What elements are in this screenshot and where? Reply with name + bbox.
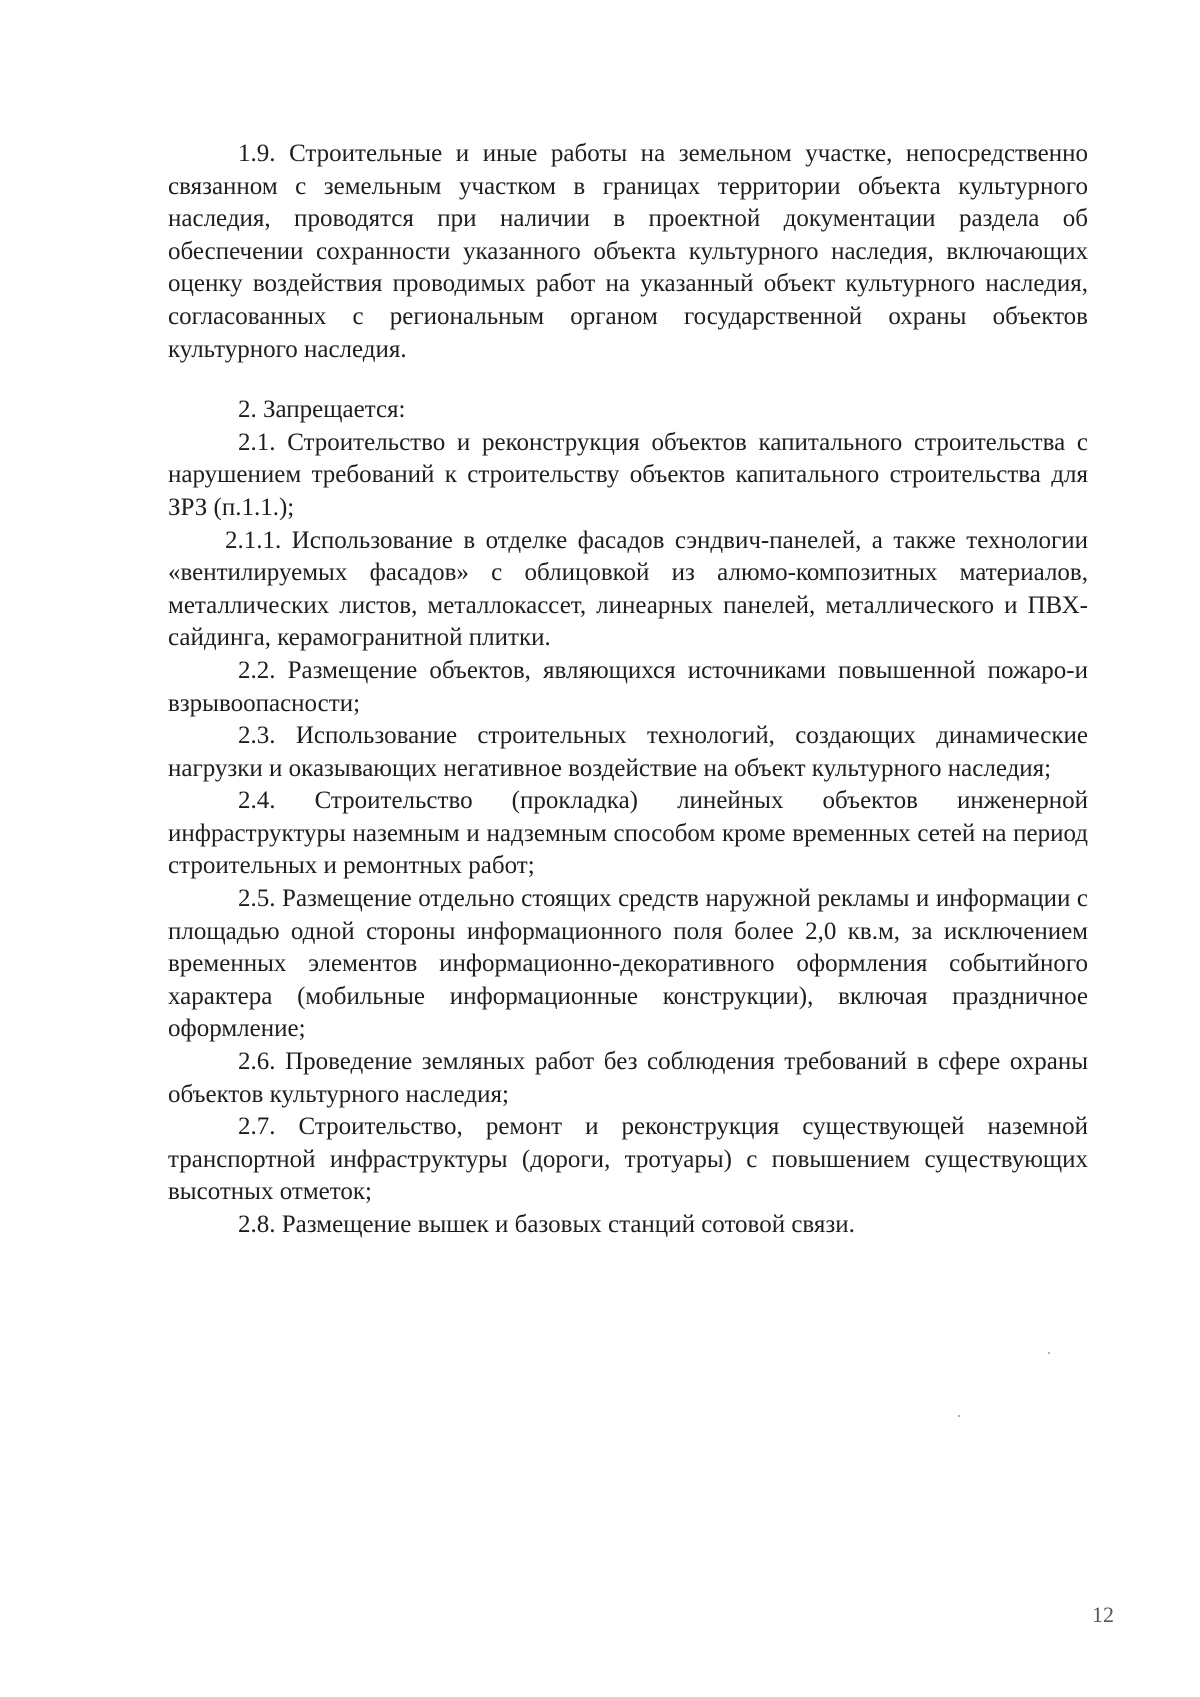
paragraph-2-3: 2.3. Использование строительных технологий, создающих динамические нагрузки и оказывающих негативное воздействие на объект культурного наследия; (168, 722, 1088, 782)
paragraph-2-4: 2.4. Строительство (прокладка) линейных объектов инженерной инфраструктуры наземным и надземным способом кроме временных сетей на период строительных и ремонтных работ; (168, 787, 1088, 880)
paragraph-2-heading: 2. Запрещается: (238, 396, 406, 424)
page-number: 12 (1092, 1602, 1114, 1627)
paragraph-2-8: 2.8. Размещение вышек и базовых станций сотовой связи. (238, 1211, 855, 1238)
document-body (168, 138, 1088, 1242)
scan-speck (958, 1415, 960, 1417)
paragraph-2-6: 2.6. Проведение земляных работ без соблюдения требований в сфере охраны объектов культурного наследия; (168, 1048, 1088, 1108)
paragraph-2-1: 2.1. Строительство и реконструкция объектов капитального строительства с нарушением требований к строительству объектов капитального строительства для ЗРЗ (п.1.1.); (168, 428, 1088, 521)
paragraph-2-1-1: 2.1.1. Использование в отделке фасадов сэндвич-панелей, а также технологии «вентилируемых фасадов» с облицовкой из алюмо-композитных материалов, металлических листов, металлокассет, линеарных панелей, металлического и ПВХ-сайдинга, керамогранитной плитки. (168, 526, 1088, 652)
paragraph-2-5: 2.5. Размещение отдельно стоящих средств наружной рекламы и информации с площадью одной стороны информационного поля более 2,0 кв.м, за исключением временных элементов информационно-декоративного оформления событийного характера (мобильные информационные конструкции), включая праздничное оформление; (168, 885, 1088, 1043)
paragraph-2-2: 2.2. Размещение объектов, являющихся источниками повышенной пожаро-и взрывоопасности; (168, 656, 1088, 717)
paragraph-2-7: 2.7. Строительство, ремонт и реконструкция существующей наземной транспортной инфраструктуры (дороги, тротуары) с повышением существующих высотных отметок; (168, 1113, 1088, 1206)
paragraph-1-9: 1.9. Строительные и иные работы на земельном участке, непосредственно связанном с земельным участком в границах территории объекта культурного наследия, проводятся при наличии в проектной документации раздела об обеспечении сохранности указанного объекта культурного наследия, включающих оценку воздействия проводимых работ на указанный объект культурного наследия, согласованных с региональным органом государственной охраны объектов культурного наследия. (168, 140, 1088, 363)
scan-speck (1048, 1352, 1050, 1354)
